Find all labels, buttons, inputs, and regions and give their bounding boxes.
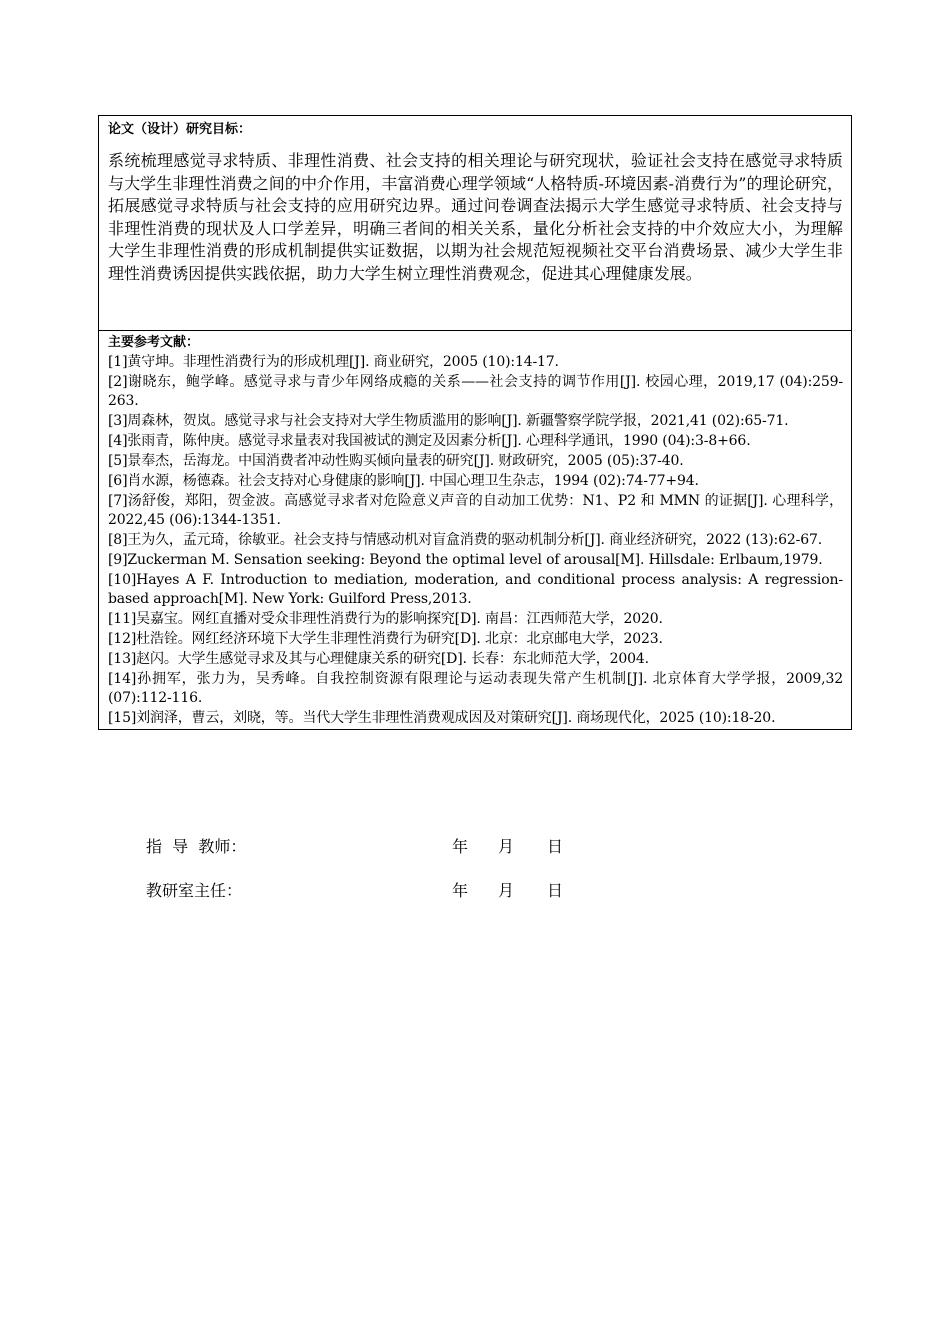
advisor-label: 指 导 教师： [146, 837, 247, 856]
reference-item: [2]谢晓东，鲍学峰。感觉寻求与青少年网络成瘾的关系——社会支持的调节作用[J]. 校园心理，2019,17 (04):259-263. [108, 374, 843, 409]
month-label: 月 [498, 837, 515, 856]
research-goal-section [99, 116, 851, 331]
reference-item: [3]周森林，贺岚。感觉寻求与社会支持对大学生物质滥用的影响[J]. 新疆警察学院学报，2021,41 (02):65-71. [108, 413, 789, 429]
signature-block [146, 832, 746, 920]
advisor-signature-row [146, 832, 746, 876]
proposal-table [98, 115, 852, 730]
reference-item: [11]吴嘉宝。网红直播对受众非理性消费行为的影响探究[D]. 南昌：江西师范大学，2020. [108, 611, 663, 627]
reference-item: [1]黄守坤。非理性消费行为的形成机理[J]. 商业研究，2005 (10):14-17. [108, 354, 559, 370]
reference-list [108, 353, 843, 728]
reference-item: [10]Hayes A F. Introduction to mediation, moderation, and conditional process analysis: A regression-based approach[M]. New York: Guilford Press,2013. [108, 572, 843, 607]
references-heading: 主要参考文献： [108, 335, 200, 350]
reference-item: [14]孙拥军，张力为，吴秀峰。自我控制资源有限理论与运动表现失常产生机制[J]. 北京体育大学学报，2009,32 (07):112-116. [108, 671, 843, 706]
reference-item: [7]汤舒俊，郑阳，贺金波。高感觉寻求者对危险意义声音的自动加工优势：N1、P2 和 MMN 的证据[J]. 心理科学，2022,45 (06):1344-1351. [108, 493, 843, 528]
reference-item: [15]刘润泽，曹云，刘晓，等。当代大学生非理性消费观成因及对策研究[J]. 商场现代化，2025 (10):18-20. [108, 710, 776, 726]
year-label: 年 [452, 881, 469, 900]
advisor-date [452, 834, 563, 857]
reference-item: [9]Zuckerman M. Sensation seeking: Beyond the optimal level of arousal[M]. Hillsdale: Erlbaum,1979. [108, 552, 823, 568]
director-date [452, 878, 563, 901]
director-label: 教研室主任： [146, 881, 243, 900]
year-label: 年 [452, 837, 469, 856]
reference-item: [8]王为久，孟元琦，徐敏亚。社会支持与情感动机对盲盒消费的驱动机制分析[J]. 商业经济研究，2022 (13):62-67. [108, 532, 823, 548]
research-goal-heading: 论文（设计）研究目标： [108, 122, 252, 137]
reference-item: [5]景奉杰，岳海龙。中国消费者冲动性购买倾向量表的研究[J]. 财政研究，2005 (05):37-40. [108, 453, 684, 469]
references-section [99, 331, 851, 728]
day-label: 日 [547, 837, 564, 856]
reference-item: [4]张雨青，陈仲庚。感觉寻求量表对我国被试的测定及因素分析[J]. 心理科学通讯，1990 (04):3-8+66. [108, 433, 751, 449]
reference-item: [13]赵闪。大学生感觉寻求及其与心理健康关系的研究[D]. 长春：东北师范大学，2004. [108, 651, 649, 667]
research-goal-text: 系统梳理感觉寻求特质、非理性消费、社会支持的相关理论与研究现状，验证社会支持在感觉寻求特质与大学生非理性消费之间的中介作用，丰富消费心理学领域“人格特质-环境因素-消费行为”的理论研究，拓展感觉寻求特质与社会支持的应用研究边界。通过问卷调查法揭示大学生感觉寻求特质、社会支持与非理性消费的现状及人口学差异，明确三者间的相关关系，量化分析社会支持的中介效应大小，为理解大学生非理性消费的形成机制提供实证数据，以期为社会规范短视频社交平台消费场景、减少大学生非理性消费诱因提供实践依据，助力大学生树立理性消费观念，促进其心理健康发展。 [108, 151, 843, 283]
month-label: 月 [498, 881, 515, 900]
reference-item: [12]杜浩铨。网红经济环境下大学生非理性消费行为研究[D]. 北京：北京邮电大学，2023. [108, 631, 663, 647]
reference-item: [6]肖水源，杨德森。社会支持对心身健康的影响[J]. 中国心理卫生杂志，1994 (02):74-77+94. [108, 473, 699, 489]
day-label: 日 [547, 881, 564, 900]
director-signature-row [146, 876, 746, 920]
